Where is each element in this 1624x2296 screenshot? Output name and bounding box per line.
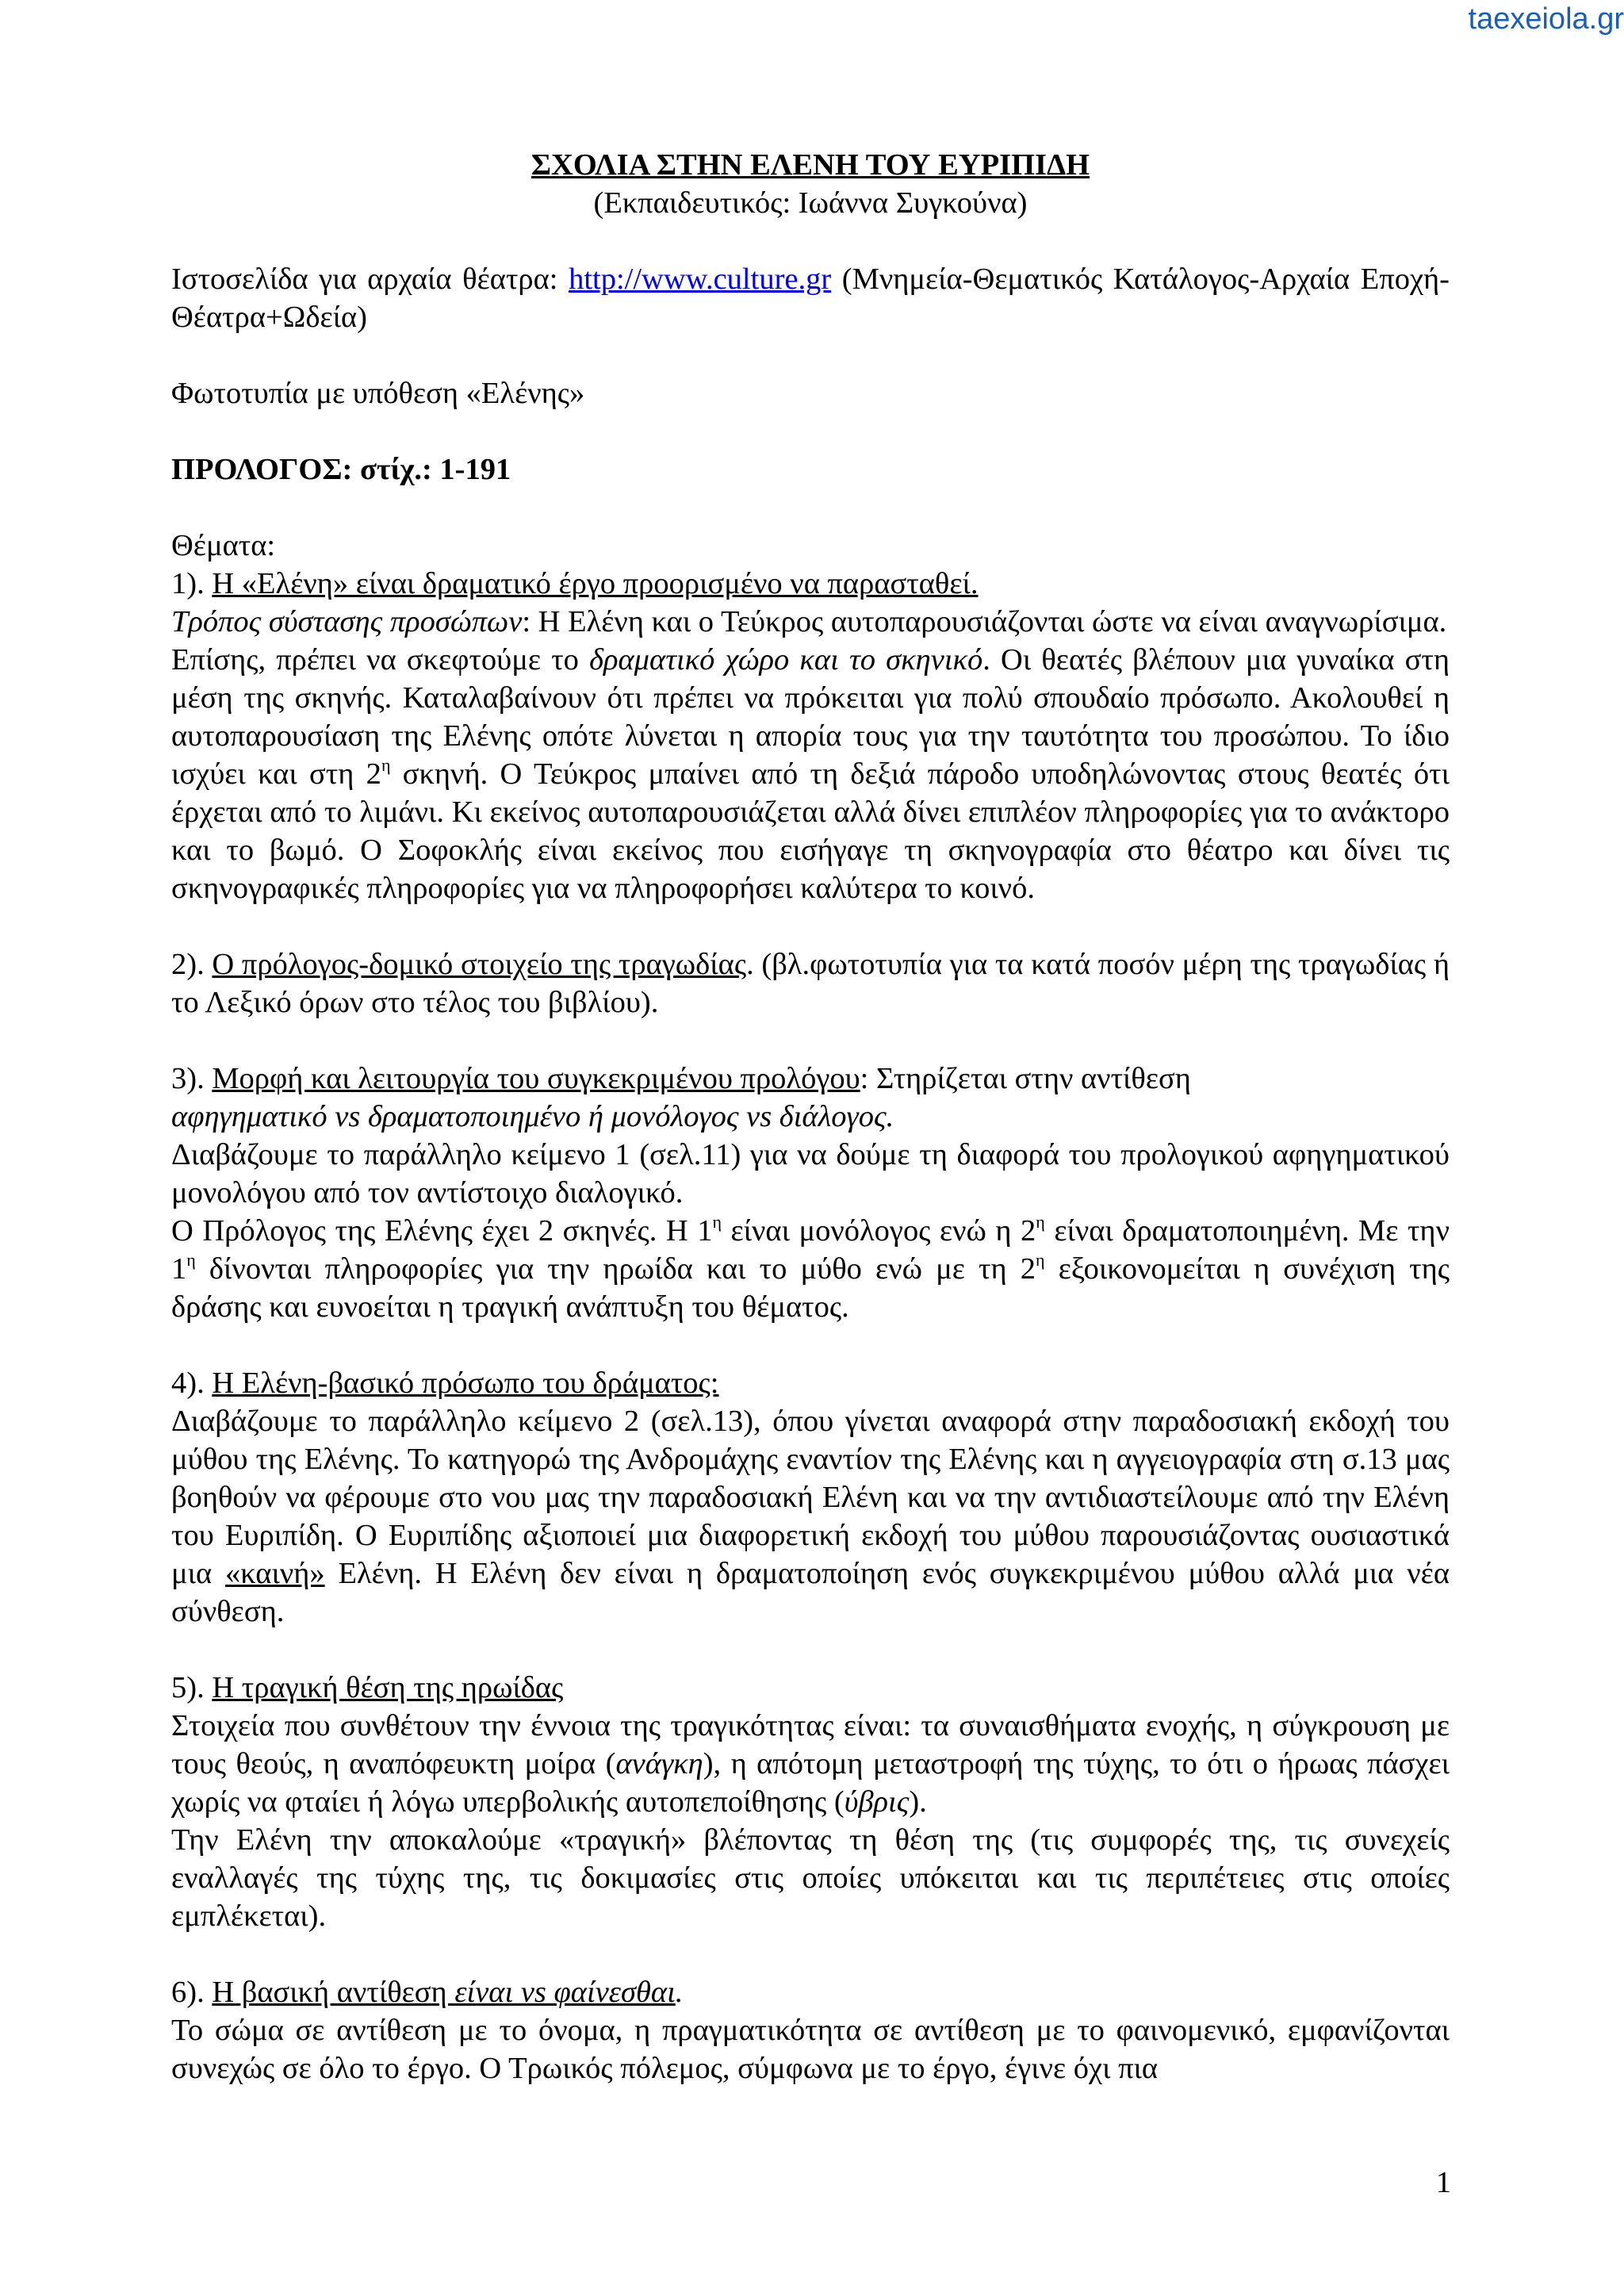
italic-phrase: ύβρις (844, 1785, 910, 1819)
section-number: 6). (171, 1976, 213, 2009)
paragraph-text: Επίσης, πρέπει να σκεφτούμε το (171, 643, 590, 677)
document-page (171, 146, 1450, 2087)
superscript: η (1036, 1250, 1045, 1270)
section-5-paragraph-1 (171, 1707, 1450, 1821)
section-title-text: Η βασική αντίθεση (212, 1976, 455, 2009)
spacer (171, 1935, 1450, 1973)
section-2-paragraph (171, 945, 1450, 1022)
section-title-text: Η τραγική θέση της ηρωίδας (212, 1671, 564, 1704)
paragraph-text: σκηνή. Ο Τεύκρος μπαίνει από τη δεξιά πάροδο υποδηλώνοντας στους θεατές ότι έρχεται από το λιμάνι. Κι εκείνος αυτοπαρουσιάζεται αλλά δίνει επιπλέον πληροφορίες για το ανάκτορο και το βωμό. Ο Σοφοκλής είναι εκείνος που εισήγαγε τη σκηνογραφία στο θέατρο και δίνει τις σκηνογραφικές πληροφορίες για να πληροφορήσει καλύτερα το κοινό. (171, 757, 1450, 905)
italic-phrase: Τρόπος σύστασης προσώπων (171, 605, 523, 638)
section-title-text: Μορφή και λειτουργία του συγκεκριμένου προλόγου (212, 1062, 860, 1095)
section-1-paragraph-2 (171, 641, 1450, 907)
section-3-paragraph-1: Διαβάζουμε το παράλληλο κείμενο 1 (σελ.11) για να δούμε τη διαφορά του προλογικού αφηγηματικού μονολόγου από τον αντίστοιχο διαλογικό. (171, 1138, 1450, 1209)
section-number: 2). (171, 948, 213, 981)
photocopy-note: Φωτοτυπία με υπόθεση «Ελένης» (171, 377, 585, 410)
section-4-paragraph (171, 1402, 1450, 1631)
section-title-text: Ο πρόλογος-δομικό στοιχείο της τραγωδίας (212, 948, 747, 981)
spacer (171, 222, 1450, 260)
paragraph-text: είναι μονόλογος ενώ η 2 (721, 1214, 1036, 1248)
prologue-heading: ΠΡΟΛΟΓΟΣ: στίχ.: 1-191 (171, 453, 511, 486)
document-subtitle: (Εκπαιδευτικός: Ιωάννα Συγκούνα) (593, 186, 1028, 220)
section-title-text: Η «Ελένη» είναι δραματικό έργο προορισμένο να παρασταθεί. (212, 567, 979, 600)
website-suffix: (Μνημεία-Θεματικός Κατάλογος-Αρχαία Εποχή-Θέατρα+Ωδεία) (171, 263, 1450, 334)
spacer (171, 1631, 1450, 1669)
paragraph-text: : Η Ελένη και ο Τεύκρος αυτοπαρουσιάζονται ώστε να είναι αναγνωρίσιμα. (522, 605, 1447, 638)
paragraph-text: είναι δραματοποιημένη. Με την 1 (171, 1214, 1450, 1286)
section-number: 3). (171, 1062, 213, 1095)
section-4-title (171, 1364, 1450, 1402)
italic-phrase: δραματικό χώρο και το σκηνικό (589, 643, 983, 677)
section-title-text: Η Ελένη-βασικό πρόσωπο του δράματος: (212, 1366, 719, 1400)
section-5-title (171, 1669, 1450, 1707)
spacer (171, 907, 1450, 945)
section-1-title (171, 565, 1450, 603)
website-paragraph (171, 260, 1450, 336)
site-watermark: taexeiola.gr (1468, 2, 1624, 36)
section-3-contrast-line: αφηγηματικό vs δραματοποιημένο ή μονόλογος vs διάλογος. (171, 1100, 894, 1133)
paragraph-text: Στοιχεία που συνθέτουν την έννοια της τραγικότητας είναι: τα συναισθήματα ενοχής, η σύγκρουση με τους θεούς, η αναπόφευκτη μοίρα ( (171, 1709, 1450, 1780)
section-1-paragraph-1 (171, 603, 1450, 641)
section-3-paragraph-2 (171, 1212, 1450, 1326)
culture-link[interactable]: http://www.culture.gr (569, 263, 832, 296)
page-number: 1 (1435, 2166, 1451, 2199)
superscript: η (186, 1250, 196, 1270)
document-title: ΣΧΟΛΙΑ ΣΤΗΝ ΕΛΕΝΗ ΤΟΥ ΕΥΡΙΠΙΔΗ (530, 148, 1090, 182)
underlined-phrase: «καινή» (225, 1557, 325, 1590)
section-title-italic: είναι vs φαίνεσθαι (454, 1976, 676, 2009)
title-period: . (675, 1976, 684, 2009)
spacer (171, 489, 1450, 527)
paragraph-text: . Οι θεατές βλέπουν μια γυναίκα στη μέση της σκηνής. Καταλαβαίνουν ότι πρέπει να πρόκειται για πολύ σπουδαίο πρόσωπο. Ακολουθεί η αυτοπαρουσίαση της Ελένης οπότε λύνεται η απορία τους για την ταυτότητα του προσώπου. Το ίδιο ισχύει και στη 2 (171, 643, 1450, 791)
paragraph-text: ). (909, 1785, 927, 1819)
topics-label: Θέματα: (171, 529, 276, 562)
spacer (171, 336, 1450, 374)
section-3-title (171, 1060, 1450, 1098)
paragraph-text: . (βλ.φωτοτυπία για τα κατά ποσόν μέρη της τραγωδίας ή το Λεξικό όρων στο τέλος του βιβλίου). (171, 948, 1450, 1019)
paragraph-text: εξοικονομείται η συνέχιση της δράσης και ευνοείται η τραγική ανάπτυξη του θέματος. (171, 1252, 1450, 1324)
paragraph-text: : Στηρίζεται στην αντίθεση (860, 1062, 1191, 1095)
spacer (171, 412, 1450, 450)
paragraph-text: δίνονται πληροφορίες για την ηρωίδα και το μύθο ενώ με τη 2 (195, 1252, 1036, 1286)
section-number: 1). (171, 567, 213, 600)
paragraph-text: Ελένη. Η Ελένη δεν είναι η δραματοποίηση ενός συγκεκριμένου μύθου αλλά μια νέα σύνθεση. (171, 1557, 1450, 1628)
section-number: 5). (171, 1671, 213, 1704)
website-prefix: Ιστοσελίδα για αρχαία θέατρα: (171, 263, 569, 296)
superscript: η (1036, 1212, 1045, 1232)
paragraph-text: Διαβάζουμε το παράλληλο κείμενο 2 (σελ.13), όπου γίνεται αναφορά στην παραδοσιακή εκδοχή του μύθου της Ελένης. Το κατηγορώ της Ανδρομάχης εναντίον της Ελένης και η αγγειογραφία στη σ.13 μας βοηθούν να φέρουμε στο νου μας την παραδοσιακή Ελένη και να την αντιδιαστείλουμε από την Ελένη του Ευριπίδη. Ο Ευριπίδης αξιοποιεί μια διαφορετική εκδοχή του μύθου παρουσιάζοντας ουσιαστικά μια (171, 1405, 1450, 1590)
section-6-title (171, 1973, 1450, 2011)
spacer (171, 1022, 1450, 1060)
section-number: 4). (171, 1366, 213, 1400)
section-5-paragraph-2: Την Ελένη την αποκαλούμε «τραγική» βλέποντας τη θέση της (τις συμφορές της, τις συνεχείς εναλλαγές της τύχης της, τις δοκιμασίες στις οποίες υπόκειται και τις περιπέτειες στις οποίες εμπλέκεται). (171, 1823, 1450, 1933)
paragraph-text: ), η απότομη μεταστροφή της τύχης, το ότι ο ήρωας πάσχει χωρίς να φταίει ή λόγω υπερβολικής αυτοπεποίθησης ( (171, 1747, 1450, 1819)
superscript: η (381, 755, 391, 775)
italic-phrase: ανάγκη (615, 1747, 703, 1780)
section-6-paragraph: Το σώμα σε αντίθεση με το όνομα, η πραγματικότητα σε αντίθεση με το φαινομενικό, εμφανίζονται συνεχώς σε όλο το έργο. Ο Τρωικός πόλεμος, σύμφωνα με το έργο, έγινε όχι πια (171, 2014, 1450, 2085)
superscript: η (712, 1212, 722, 1232)
paragraph-text: Ο Πρόλογος της Ελένης έχει 2 σκηνές. Η 1 (171, 1214, 713, 1248)
spacer (171, 1326, 1450, 1364)
